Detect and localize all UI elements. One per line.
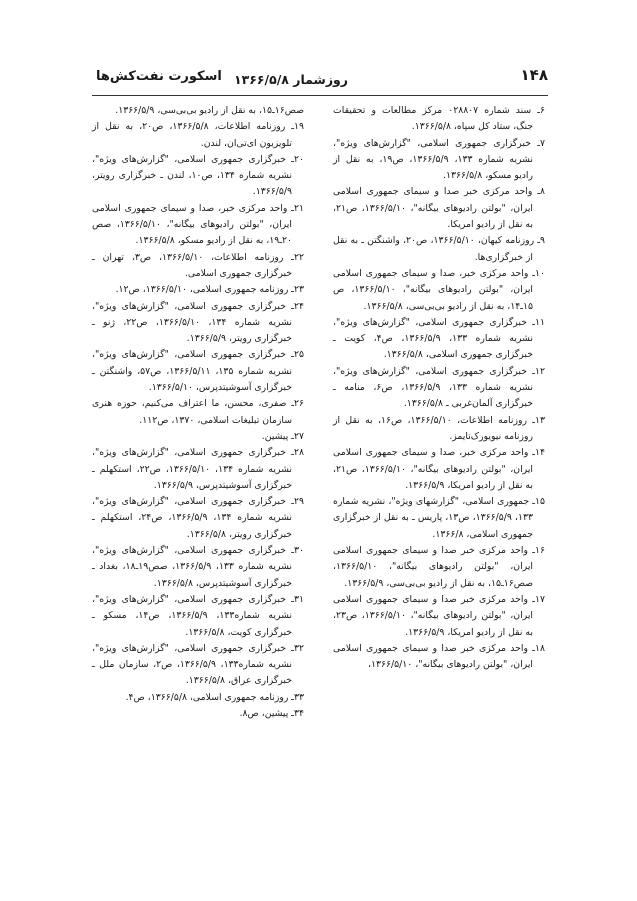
footnote-item: ۱۳ـ روزنامه اطلاعات، ۱۳۶۶/۵/۱۰، ص۱۶، به نقل از روزنامه نیویورک‌تایمز. — [333, 414, 545, 442]
footnote-item: ۷ـ خبرگزاری جمهوری اسلامی، "گزارش‌های ویژه"، نشریه شماره ۱۳۳، ۱۳۶۶/۵/۹، ص۱۹، به نقل از رادیو مسکو، ۱۳۶۶/۵/۸. — [333, 137, 545, 182]
footnote-item: ۱۴ـ واحد مرکزی خبر، صدا و سیمای جمهوری اسلامی ایران، "بولتن رادیوهای بیگانه"، ۱۳۶۶/۵/۱۰، ص۲۱، به نقل از رادیو امریکا، ۱۳۶۶/۵/۹. — [333, 447, 545, 491]
running-book-title: اسکورت نفت‌کش‌ها — [96, 69, 222, 84]
footnote-item: ۱۶ـ واحد مرکزی خبر صدا و سیمای جمهوری اسلامی ایران، "بولتن رادیوهای بیگانه"، ۱۳۶۶/۵/۱۰، صص۱۶ـ۱۵، به نقل از رادیو بی‌بی‌سی، ۱۳۶۶/۵/۹. — [333, 545, 545, 589]
footnote-item: ۱۰ـ واحد مرکزی خبر، صدا و سیمای جمهوری اسلامی ایران، "بولتن رادیوهای بیگانه"، ۱۳۶۶/۵/۱۰، ص ۱۵ـ۱۴، به نقل از رادیو بی‌بی‌سی، ۱۳۶۶/۵/۸. — [333, 267, 545, 312]
footnote-item: ۳۴ـ پیشین، ص۸. — [239, 707, 304, 719]
footnote-item: ۱۵ـ جمهوری اسلامی، "گزارشهای ویژه"، نشریه شماره ۱۳۳، ۱۳۶۶/۵/۹، ص۱۳، پاریس ـ به نقل از خبرگزاری جمهوری اسلامی، ۱۳۶۶/۸. — [333, 496, 545, 540]
page-header — [92, 60, 548, 96]
footnote-item: ۳۲ـ خبرگزاری جمهوری اسلامی، "گزارش‌های ویژه"، نشریه شماره۱۳۳، ۱۳۶۶/۵/۹، ص۲، سازمان ملل ـ خبرگزاری عراق، ۱۳۶۶/۵/۸. — [92, 642, 304, 687]
footnotes-left-column — [92, 103, 304, 722]
footnote-item: ۲۳ـ روزنامه جمهوری اسلامی، ۱۳۶۶/۵/۱۰، ص۱۲. — [115, 284, 304, 296]
footnote-item: ۱۲ـ خبرگزاری جمهوری اسلامی، "گزارش‌های ویژه"، نشریه شماره ۱۳۳، ۱۳۶۶/۵/۹، ص۶، منامه ـ خبرگزاری آلمان‌غربی ـ ۱۳۶۶/۵/۸. — [333, 365, 545, 410]
footnote-item: ۲۲ـ روزنامه اطلاعات، ۱۳۶۶/۵/۱۰، ص۳، تهران ـ خبرگزاری جمهوری اسلامی. — [92, 251, 304, 279]
footnote-item: صص۱۶ـ۱۵، به نقل از رادیو بی‌بی‌سی، ۱۳۶۶/۵/۹. — [115, 105, 304, 116]
footnote-item: ۳۳ـ روزنامه جمهوری اسلامی، ۱۳۶۶/۵/۸، ص۴. — [125, 691, 304, 703]
footnotes-right-column — [333, 103, 545, 673]
footnote-item: ۹ـ روزنامه کیهان، ۱۳۶۶/۵/۱۰، ص۲۰، واشنگتن ـ به نقل از خبرگزاری‌ها. — [333, 235, 546, 263]
footnote-item: ۱۸ـ واحد مرکزی خبر صدا و سیمای جمهوری اسلامی ایران، "بولتن رادیوهای بیگانه"، ۱۳۶۶/۵/۱۰، — [333, 642, 545, 671]
page-number: ۱۴۸ — [520, 66, 548, 84]
footnote-item: ۲۴ـ خبرگزاری جمهوری اسلامی، "گزارش‌های ویژه"، نشریه شماره ۱۳۴، ۱۳۶۶/۵/۱۰، ص۲۲، ژنو ـ خبرگزاری رویتر، ۱۳۶۶/۵/۹. — [92, 300, 304, 345]
footnote-item: ۲۵ـ خبرگزاری جمهوری اسلامی، "گزارش‌های ویژه"، نشریه شماره ۱۳۵، ۱۳۶۶/۵/۱۱، ص۵۷، واشنگتن ـ خبرگزاری آسوشیتدپرس، ۱۳۶۶/۵/۱۰. — [92, 349, 304, 394]
footnote-item: ۱۹ـ روزنامه اطلاعات، ۱۳۶۶/۵/۸، ص۲۰، به نقل از تلویزیون ای‌تی‌ان، لندن. — [92, 121, 305, 149]
running-date-title: روزشمار ۱۳۶۶/۵/۸ — [234, 72, 348, 87]
footnote-item: ۲۰ـ خبرگزاری جمهوری اسلامی، "گزارش‌های ویژه"، نشریه شماره ۱۳۴، ص۱۰، لندن ـ خبرگزاری رویتر، ۱۳۶۶/۵/۹. — [92, 153, 304, 198]
footnote-item: ۲۷ـ پیشین. — [261, 430, 304, 442]
footnote-item: ۶ـ سند شماره ۰۲۸۸۰۷ مرکز مطالعات و تحقیقات جنگ، ستاد کل سپاه، ۱۳۶۶/۵/۸. — [333, 105, 545, 133]
footnote-item: ۸ـ واحد مرکزی خبر صدا و سیمای جمهوری اسلامی ایران، "بولتن رادیوهای بیگانه"، ۱۳۶۶/۵/۱۰، ص۲۱، به نقل از رادیو امریکا. — [333, 186, 545, 231]
footnote-item: ۲۹ـ خبرگزاری جمهوری اسلامی، "گزارش‌های ویژه"، نشریه شماره ۱۳۴، ۱۳۶۶/۵/۹، ص۲۴، استکهلم ـ خبرگزاری رویتر، ۱۳۶۶/۵/۸. — [92, 496, 304, 540]
footnote-item: ۳۱ـ خبرگزاری جمهوری اسلامی، "گزارش‌های ویژه"، نشریه شماره۱۳۳، ۱۳۶۶/۵/۹، ص۱۴، مسکو ـ خبرگزاری کویت، ۱۳۶۶/۵/۸. — [92, 593, 304, 638]
footnote-item: ۳۰ـ خبرگزاری جمهوری اسلامی، "گزارش‌های ویژه"، نشریه شماره ۱۳۳، ۱۳۶۶/۵/۹، صص۱۹ـ۱۸، بغداد ـ خبرگزاری آسوشیتدپرس، ۱۳۶۶/۵/۸. — [92, 545, 304, 589]
header-rule — [92, 95, 548, 96]
footnote-item: ۲۱ـ واحد مرکزی خبر، صدا و سیمای جمهوری اسلامی ایران، "بولتن رادیوهای بیگانه"، ۱۳۶۶/۵/۱۰، صص ۲۰ـ۱۹، به نقل از رادیو مسکو، ۱۳۶۶/۵/۸. — [92, 202, 304, 247]
footnote-item: ۲۸ـ خبرگزاری جمهوری اسلامی، "گزارش‌های ویژه"، نشریه شماره ۱۳۴، ۱۳۶۶/۵/۱۰، ص۲۲، استکهلم ـ خبرگزاری آسوشیتدپرس، ۱۳۶۶/۵/۹. — [92, 447, 304, 491]
footnote-item: ۱۱ـ خبرگزاری جمهوری اسلامی، "گزارش‌های ویژه"، نشریه شماره ۱۳۳، ۱۳۶۶/۵/۹، ص۴، کویت ـ خبرگزاری جمهوری اسلامی، ۱۳۶۶/۵/۸. — [333, 316, 545, 361]
footnote-item: ۱۷ـ واحد مرکزی خبر صدا و سیمای جمهوری اسلامی ایران، "بولتن رادیوهای بیگانه"، ۱۳۶۶/۵/۱۰، ص۲۳، به نقل از رادیو امریکا، ۱۳۶۶/۵/۹. — [333, 593, 545, 638]
footnote-item: ۲۶ـ صفری، محسن، ما اعتراف می‌کنیم، حوزه هنری سازمان تبلیغات اسلامی، ۱۳۷۰، ص۱۱۲. — [92, 398, 304, 426]
